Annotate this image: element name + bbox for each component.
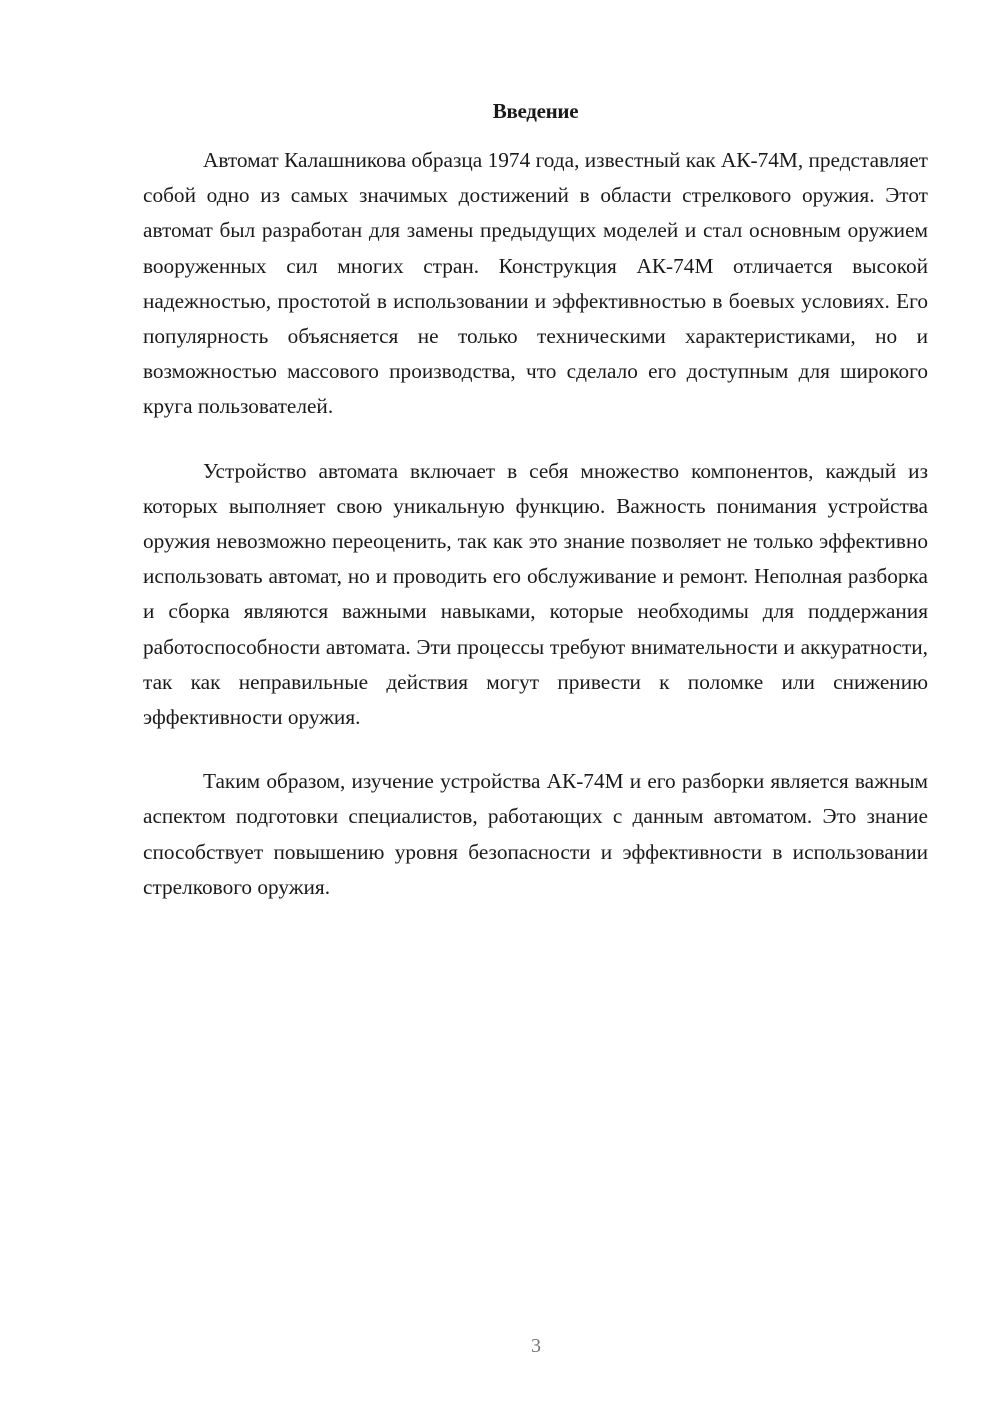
paragraph-3: Таким образом, изучение устройства АК-74М и его разборки является важным аспектом подготовки специалистов, работающих с данным автоматом. Это знание способствует повышению уровня безопасности и эффективности в использовании стрелкового оружия. [143, 769, 928, 899]
page-number: 3 [531, 1335, 541, 1357]
section-heading: Введение [492, 99, 579, 123]
paragraph-2: Устройство автомата включает в себя множество компонентов, каждый из которых выполняет свою уникальную функцию. Важность понимания устройства оружия невозможно переоценить, так как это знание позволяет не только эффективно использовать автомат, но и проводить его обслуживание и ремонт. Неполная разборка и сборка являются важными навыками, которые необходимы для поддержания работоспособности автомата. Эти процессы требуют внимательности и аккуратности, так как неправильные действия могут привести к поломке или снижению эффективности оружия. [143, 458, 928, 730]
body-text [143, 143, 928, 934]
paragraph-1: Автомат Калашникова образца 1974 года, известный как АК-74М, представляет собой одно из самых значимых достижений в области стрелкового оружия. Этот автомат был разработан для замены предыдущих моделей и стал основным оружием вооруженных сил многих стран. Конструкция АК-74М отличается высокой надежностью, простотой в использовании и эффективностью в боевых условиях. Его популярность объясняется не только техническими характеристиками, но и возможностью массового производства, что сделало его доступным для широкого круга пользователей. [143, 148, 928, 419]
